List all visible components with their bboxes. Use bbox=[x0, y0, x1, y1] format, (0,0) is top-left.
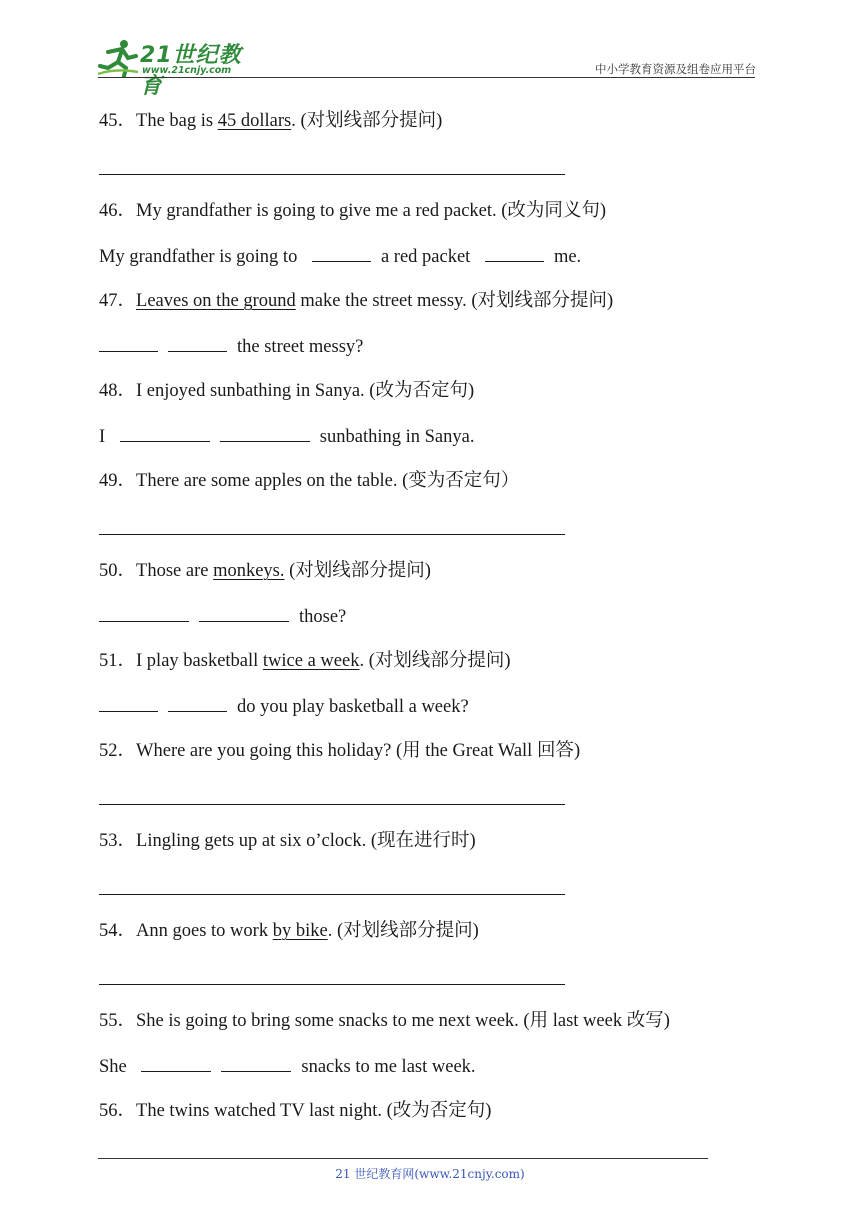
answer-blank[interactable] bbox=[99, 334, 158, 352]
question-number: 50． bbox=[99, 561, 137, 581]
question-45 bbox=[99, 109, 442, 133]
underlined-part: twice a week bbox=[262, 651, 360, 671]
footer-divider bbox=[98, 1158, 708, 1159]
question-text: Where are you going this holiday? (用 the Great Wall 回答) bbox=[136, 741, 581, 761]
answer-blank[interactable] bbox=[168, 694, 227, 712]
question-text: The bag is bbox=[136, 111, 218, 131]
question-52 bbox=[99, 739, 580, 763]
question-text: Lingling gets up at six o’clock. (现在进行时) bbox=[136, 831, 476, 851]
question-54 bbox=[99, 919, 479, 943]
question-56 bbox=[99, 1099, 491, 1123]
answer-55 bbox=[99, 1054, 476, 1079]
question-number: 56． bbox=[99, 1101, 137, 1121]
question-50 bbox=[99, 559, 431, 583]
question-number: 52． bbox=[99, 741, 137, 761]
question-text: My grandfather is going to give me a red packet. (改为同义句) bbox=[136, 201, 607, 221]
answer-50 bbox=[99, 604, 346, 629]
logo-url: www.21cnjy.com bbox=[142, 65, 232, 76]
question-number: 51． bbox=[99, 651, 137, 671]
site-logo bbox=[92, 34, 262, 99]
question-number: 48． bbox=[99, 381, 137, 401]
header-divider bbox=[98, 77, 755, 78]
question-number: 55． bbox=[99, 1011, 137, 1031]
underlined-part: Leaves on the ground bbox=[136, 291, 296, 311]
underlined-part: 45 dollars bbox=[217, 111, 292, 131]
question-number: 47． bbox=[99, 291, 137, 311]
question-instruction: (对划线部分提问) bbox=[284, 561, 431, 581]
answer-text: snacks to me last week. bbox=[301, 1057, 476, 1077]
answer-blank[interactable] bbox=[199, 604, 289, 622]
question-number: 46． bbox=[99, 201, 137, 221]
answer-51 bbox=[99, 694, 469, 719]
answer-blank[interactable] bbox=[485, 244, 544, 262]
answer-blank[interactable] bbox=[312, 244, 371, 262]
question-46 bbox=[99, 199, 606, 223]
question-53 bbox=[99, 829, 476, 853]
answer-text: sunbathing in Sanya. bbox=[319, 427, 475, 447]
question-number: 49． bbox=[99, 471, 137, 491]
question-instruction: . (对划线部分提问) bbox=[359, 651, 511, 671]
question-instruction: make the street messy. (对划线部分提问) bbox=[295, 291, 614, 311]
answer-47 bbox=[99, 334, 363, 359]
answer-line-52[interactable] bbox=[99, 804, 565, 805]
answer-blank[interactable] bbox=[99, 604, 189, 622]
question-55 bbox=[99, 1009, 670, 1033]
answer-46 bbox=[99, 244, 581, 269]
answer-blank[interactable] bbox=[221, 1054, 291, 1072]
question-47 bbox=[99, 289, 613, 313]
answer-line-49[interactable] bbox=[99, 534, 565, 535]
platform-title: 中小学教育资源及组卷应用平台 bbox=[595, 62, 756, 76]
answer-48 bbox=[99, 424, 474, 449]
answer-text: those? bbox=[299, 607, 347, 627]
logo-text: 21世纪教育 bbox=[140, 43, 242, 99]
question-number: 54． bbox=[99, 921, 137, 941]
answer-text: a red packet bbox=[380, 247, 475, 267]
answer-line-45[interactable] bbox=[99, 174, 565, 175]
underlined-part: monkeys. bbox=[213, 561, 285, 581]
answer-text: the street messy? bbox=[237, 337, 364, 357]
page-header bbox=[0, 0, 860, 99]
question-text: The twins watched TV last night. (改为否定句) bbox=[136, 1101, 492, 1121]
underlined-part: by bike bbox=[272, 921, 328, 941]
answer-blank[interactable] bbox=[141, 1054, 211, 1072]
question-text: There are some apples on the table. (变为否定句） bbox=[136, 471, 520, 491]
question-instruction: . (对划线部分提问) bbox=[291, 111, 443, 131]
answer-line-53[interactable] bbox=[99, 894, 565, 895]
answer-text: me. bbox=[553, 247, 582, 267]
question-49 bbox=[99, 469, 519, 493]
question-text: I enjoyed sunbathing in Sanya. (改为否定句) bbox=[136, 381, 475, 401]
question-text: Those are bbox=[136, 561, 214, 581]
answer-text: She bbox=[99, 1057, 132, 1077]
question-instruction: . (对划线部分提问) bbox=[327, 921, 479, 941]
answer-line-54[interactable] bbox=[99, 984, 565, 985]
question-number: 53． bbox=[99, 831, 137, 851]
runner-logo-icon bbox=[96, 38, 140, 78]
question-number: 45． bbox=[99, 111, 137, 131]
question-text: I play basketball bbox=[136, 651, 263, 671]
footer-link[interactable]: 21 世纪教育网(www.21cnjy.com) bbox=[335, 1167, 525, 1181]
answer-blank[interactable] bbox=[220, 424, 310, 442]
question-48 bbox=[99, 379, 474, 403]
answer-text: do you play basketball a week? bbox=[237, 697, 469, 717]
answer-blank[interactable] bbox=[120, 424, 210, 442]
question-text: She is going to bring some snacks to me next week. (用 last week 改写) bbox=[136, 1011, 670, 1031]
question-text: Ann goes to work bbox=[136, 921, 273, 941]
answer-text: My grandfather is going to bbox=[99, 247, 302, 267]
answer-blank[interactable] bbox=[168, 334, 227, 352]
question-51 bbox=[99, 649, 511, 673]
answer-text: I bbox=[99, 427, 110, 447]
answer-blank[interactable] bbox=[99, 694, 158, 712]
